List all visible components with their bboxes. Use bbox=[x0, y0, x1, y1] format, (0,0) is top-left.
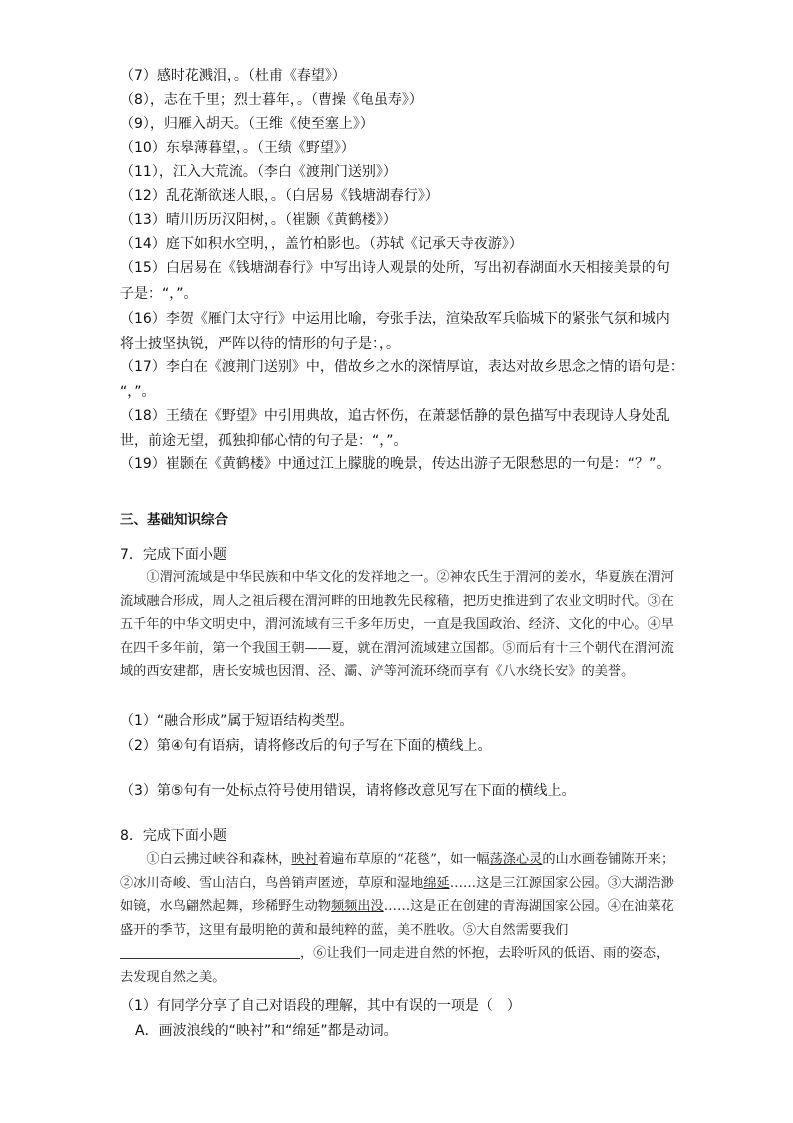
question-7-sub2: （2）第④句有语病，请将修改后的句子写在下面的横线上。 bbox=[120, 738, 492, 754]
wavy-word-yingchen: 映衬 bbox=[291, 852, 318, 867]
question-7-title: 7．完成下面小题 bbox=[120, 547, 227, 563]
question-8-passage bbox=[120, 848, 680, 989]
poem-item-13: （13）晴川历历汉阳树，。（崔颢《黄鹤楼》） bbox=[120, 212, 397, 228]
question-15-line1: （15）白居易在《钱塘湖春行》中写出诗人观景的处所，写出初春湖面水天相接美景的句 bbox=[120, 260, 670, 276]
passage-segment: 的山水画卷铺陈开来；②冰川奇峻、雪山洁白，鸟兽销声匿迹，草原和湿地 bbox=[120, 852, 675, 891]
passage-segment: ，⑥让我们一同走进自然的怀抱，去聆听风的低语、雨的姿态，去发现自然之美。 bbox=[120, 946, 670, 985]
question-16-line2: 将士披坚执锐，严阵以待的情形的句子是：，。 bbox=[120, 336, 400, 352]
question-8-option-a: A．画波浪线的“映衬”和“绵延”都是动词。 bbox=[135, 1023, 398, 1039]
underlined-word-dangdi: 荡涤心灵 bbox=[489, 852, 543, 867]
question-19: （19）崔颢在《黄鹤楼》中通过江上朦胧的晚景，传达出游子无限愁思的一句是：“？”。 bbox=[120, 456, 671, 472]
question-17-line2: “，”。 bbox=[120, 384, 156, 400]
question-7-passage-text: ①渭河流域是中华民族和中华文化的发祥地之一。②神农氏生于渭河的姜水，华夏族在渭河流域融合形成，周人之祖后稷在渭河畔的田地教先民稼穑，把历史推进到了农业文明时代。③在五千年的中华文明史中，渭河流域有三千多年历史，一直是我国政治、经济、文化的中心。④早在四千多年前，第一个我国王朝——夏，就在渭河流域建立国都。⑤而后有十三个朝代在渭河流域的西安建都，唐长安城也因渭、泾、灞、浐等河流环绕而享有《八水绕长安》的美誉。 bbox=[120, 570, 674, 679]
poem-item-14: （14）庭下如积水空明，，盖竹柏影也。（苏轼《记承天寺夜游》） bbox=[120, 236, 523, 252]
question-8-title: 8．完成下面小题 bbox=[120, 828, 227, 844]
poem-item-11: （11），江入大荒流。（李白《渡荆门送别》） bbox=[120, 164, 397, 180]
wavy-word-mianyan: 绵延 bbox=[423, 875, 450, 891]
answer-blank[interactable] bbox=[120, 944, 300, 959]
question-18-line2: 世，前途无望，孤独抑郁心情的句子是：“，”。 bbox=[120, 433, 408, 449]
poem-item-7: （7）感时花溅泪，。（杜甫《春望》） bbox=[120, 68, 346, 84]
question-16-line1: （16）李贺《雁门太守行》中运用比喻，夸张手法，渲染敌军兵临城下的紧张气氛和城内 bbox=[120, 311, 670, 327]
question-7-sub3: （3）第⑤句有一处标点符号使用错误，请将修改意见写在下面的横线上。 bbox=[120, 783, 576, 799]
passage-segment: ……这是正在创建的青海湖国家公园。④在油菜花盛开的季节，这里有最明艳的黄和最纯粹的蓝，美不胜收。⑤大自然需要我们 bbox=[120, 899, 674, 938]
question-18-line1: （18）王绩在《野望》中引用典故，追古怀伤，在萧瑟恬静的景色描写中表现诗人身处乱 bbox=[120, 408, 670, 424]
question-7-passage bbox=[120, 566, 680, 684]
poem-item-9: （9），归雁入胡天。（王维《使至塞上》） bbox=[120, 116, 374, 132]
poem-item-10: （10）东皋薄暮望，。（王绩《野望》） bbox=[120, 140, 355, 156]
section-title: 三、基础知识综合 bbox=[120, 512, 228, 528]
question-15-line2: 子是：“，”。 bbox=[120, 286, 198, 302]
question-7-sub1: （1）“融合形成”属于短语结构类型。 bbox=[120, 713, 354, 729]
passage-segment: ……这是三江源国家公园。③大湖浩渺如镜，水鸟翩然起舞，珍稀野生动物 bbox=[120, 875, 674, 914]
poem-item-8: （8），志在千里；烈士暮年，。（曹操《龟虽寿》） bbox=[120, 92, 423, 108]
passage-segment: 着遍布草原的“花毯”，如一幅 bbox=[317, 852, 490, 867]
underlined-word-pinpin: 频频出没 bbox=[331, 899, 384, 914]
poem-item-12: （12）乱花渐欲迷人眼，。（白居易《钱塘湖春行》） bbox=[120, 188, 439, 204]
question-8-sub1: （1）有同学分享了自己对语段的理解，其中有误的一项是（ ） bbox=[120, 998, 521, 1014]
question-8-passage-text bbox=[120, 848, 680, 989]
passage-segment: ①白云拂过峡谷和森林， bbox=[146, 852, 292, 867]
question-17-line1: （17）李白在《渡荆门送别》中，借故乡之水的深情厚谊，表达对故乡思念之情的语句是： bbox=[120, 359, 684, 375]
